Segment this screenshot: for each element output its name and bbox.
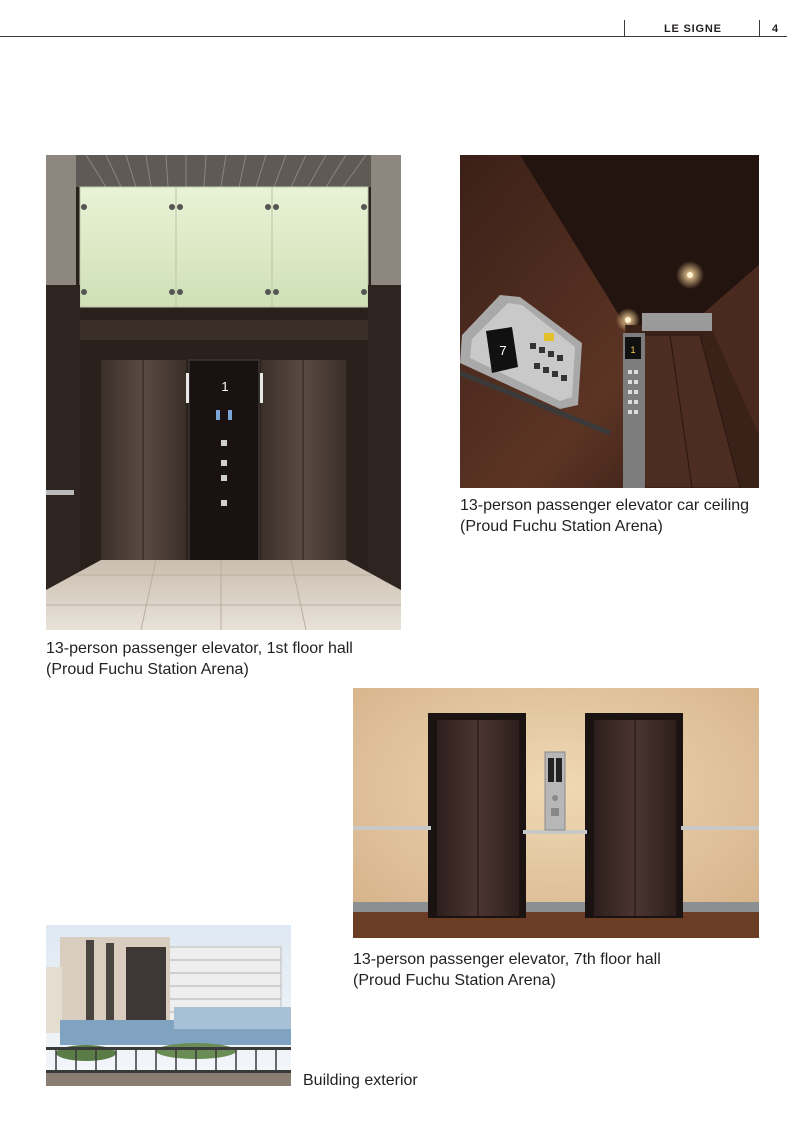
caption-1st-floor-hall xyxy=(46,638,353,680)
photo-building-exterior xyxy=(46,925,291,1086)
publication-title: LE SIGNE xyxy=(664,23,722,35)
caption-line: 13-person passenger elevator, 1st floor hall xyxy=(46,640,353,657)
header-rule xyxy=(0,36,787,37)
svg-text:1: 1 xyxy=(630,345,636,355)
photo-1st-floor-hall xyxy=(46,155,401,630)
header-separator xyxy=(759,20,760,37)
building-exterior-illustration xyxy=(46,925,291,1086)
elevator-hall-1f-illustration xyxy=(46,155,401,630)
elevator-hall-7f-illustration xyxy=(353,688,759,938)
caption-line: (Proud Fuchu Station Arena) xyxy=(46,661,249,678)
photo-7th-floor-hall xyxy=(353,688,759,938)
caption-car-ceiling xyxy=(460,495,749,537)
caption-line: (Proud Fuchu Station Arena) xyxy=(353,972,556,989)
page-number: 4 xyxy=(772,23,779,35)
photo-car-ceiling xyxy=(460,155,759,488)
elevator-car-illustration xyxy=(460,155,759,488)
caption-7th-floor-hall xyxy=(353,949,661,991)
caption-line: 13-person passenger elevator, 7th floor hall xyxy=(353,951,661,968)
caption-building-exterior xyxy=(303,1070,418,1091)
caption-line: Building exterior xyxy=(303,1072,418,1089)
caption-line: 13-person passenger elevator car ceiling xyxy=(460,497,750,514)
caption-line: (Proud Fuchu Station Arena) xyxy=(460,518,663,535)
hall-floor-indicator: 1 xyxy=(221,379,229,394)
car-floor-indicator: 7 xyxy=(499,343,507,358)
header-separator xyxy=(624,20,625,37)
